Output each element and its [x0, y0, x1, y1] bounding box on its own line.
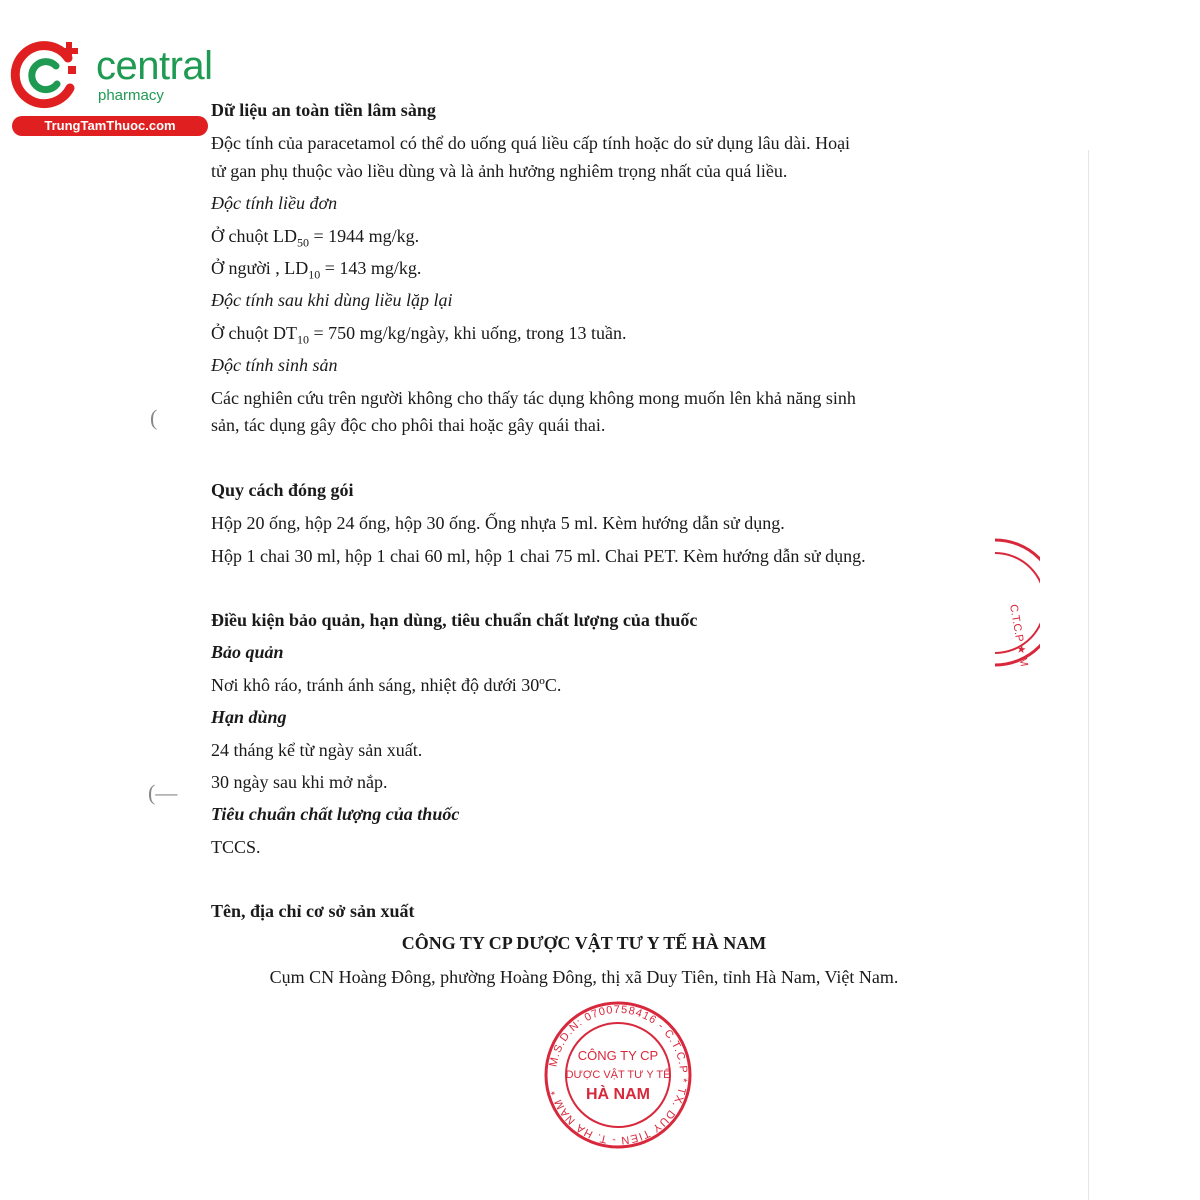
paragraph-line: Độc tính của paracetamol có thể do uống quá liều cấp tính hoặc do sử dụng lâu dài. Hoại [211, 133, 851, 153]
svg-text:C.T.C.P ★ M: C.T.C.P ★ M [1007, 603, 1030, 668]
paragraph-line: sản, tác dụng gây độc cho phôi thai hoặc gây quái thai. [211, 415, 606, 435]
paragraph-line: Nơi khô ráo, tránh ánh sáng, nhiệt độ dưới 30ºC. [211, 675, 562, 695]
paragraph-line: Các nghiên cứu trên người không cho thấy tác dụng không mong muốn lên khả năng sinh [211, 388, 856, 408]
paragraph-line: 30 ngày sau khi mở nắp. [211, 772, 388, 792]
section-heading-manufacturer: Tên, địa chỉ cơ sở sản xuất [211, 901, 415, 921]
punch-hole-mark: ( [150, 405, 158, 430]
company-seal-stamp [533, 1000, 703, 1150]
paragraph-line: TCCS. [211, 837, 261, 857]
svg-text:M.S.D.N: 0700758416 - C.T.C.P: M.S.D.N: 0700758416 - C.T.C.P * TX. DUY TIÊN - T. HÀ NAM * [547, 1003, 690, 1147]
subheading-reproductive: Độc tính sinh sản [211, 355, 338, 375]
company-address: Cụm CN Hoàng Đông, phường Hoàng Đông, thị xã Duy Tiên, tỉnh Hà Nam, Việt Nam. [269, 967, 899, 987]
page-edge-line [1088, 150, 1089, 1200]
section-heading-packaging: Quy cách đóng gói [211, 480, 354, 500]
paragraph-line: Hộp 20 ống, hộp 24 ống, hộp 30 ống. Ống nhựa 5 ml. Kèm hướng dẫn sử dụng. [211, 513, 785, 533]
paragraph-line: tử gan phụ thuộc vào liều dùng và là ảnh hưởng nghiêm trọng nhất của quá liều. [211, 161, 788, 181]
company-name: CÔNG TY CP DƯỢC VẬT TƯ Y TẾ HÀ NAM [401, 933, 767, 953]
section-heading-preclinical: Dữ liệu an toàn tiền lâm sàng [211, 100, 436, 120]
punch-hole-mark: (— [148, 780, 178, 805]
ld10-line: Ở người , $LD_{10} = 143$ mg/kg. [211, 258, 422, 282]
svg-text:HÀ NAM: HÀ NAM [586, 1086, 650, 1103]
partial-company-seal-stamp [990, 535, 1040, 670]
brand-subtitle: pharmacy [98, 87, 164, 104]
svg-text:CÔNG TY CP: CÔNG TY CP [577, 1048, 659, 1063]
dt10-line: Ở chuột $DT_{10} = 750$ mg/kg/ngày, khi uống, trong 13 tuần. [211, 323, 627, 347]
paragraph-line: 24 tháng kể từ ngày sản xuất. [211, 740, 423, 760]
subheading-quality: Tiêu chuẩn chất lượng của thuốc [211, 804, 460, 824]
subheading-expiry: Hạn dùng [211, 707, 287, 727]
subheading-repeat-dose: Độc tính sau khi dùng liều lặp lại [211, 290, 453, 310]
svg-text:DƯỢC VẬT TƯ Y TẾ: DƯỢC VẬT TƯ Y TẾ [565, 1069, 671, 1081]
ld50-line: Ở chuột $LD_{50} = 1944$ mg/kg. [211, 226, 420, 250]
subheading-storage: Bảo quản [211, 642, 284, 662]
subheading-single-dose: Độc tính liều đơn [211, 193, 338, 213]
brand-name: central [96, 44, 213, 88]
section-heading-storage: Điều kiện bảo quản, hạn dùng, tiêu chuẩn chất lượng của thuốc [211, 610, 698, 630]
paragraph-line: Hộp 1 chai 30 ml, hộp 1 chai 60 ml, hộp 1 chai 75 ml. Chai PET. Kèm hướng dẫn sử dụng. [211, 546, 866, 566]
brand-url-badge[interactable]: TrungTamThuoc.com [12, 116, 208, 136]
